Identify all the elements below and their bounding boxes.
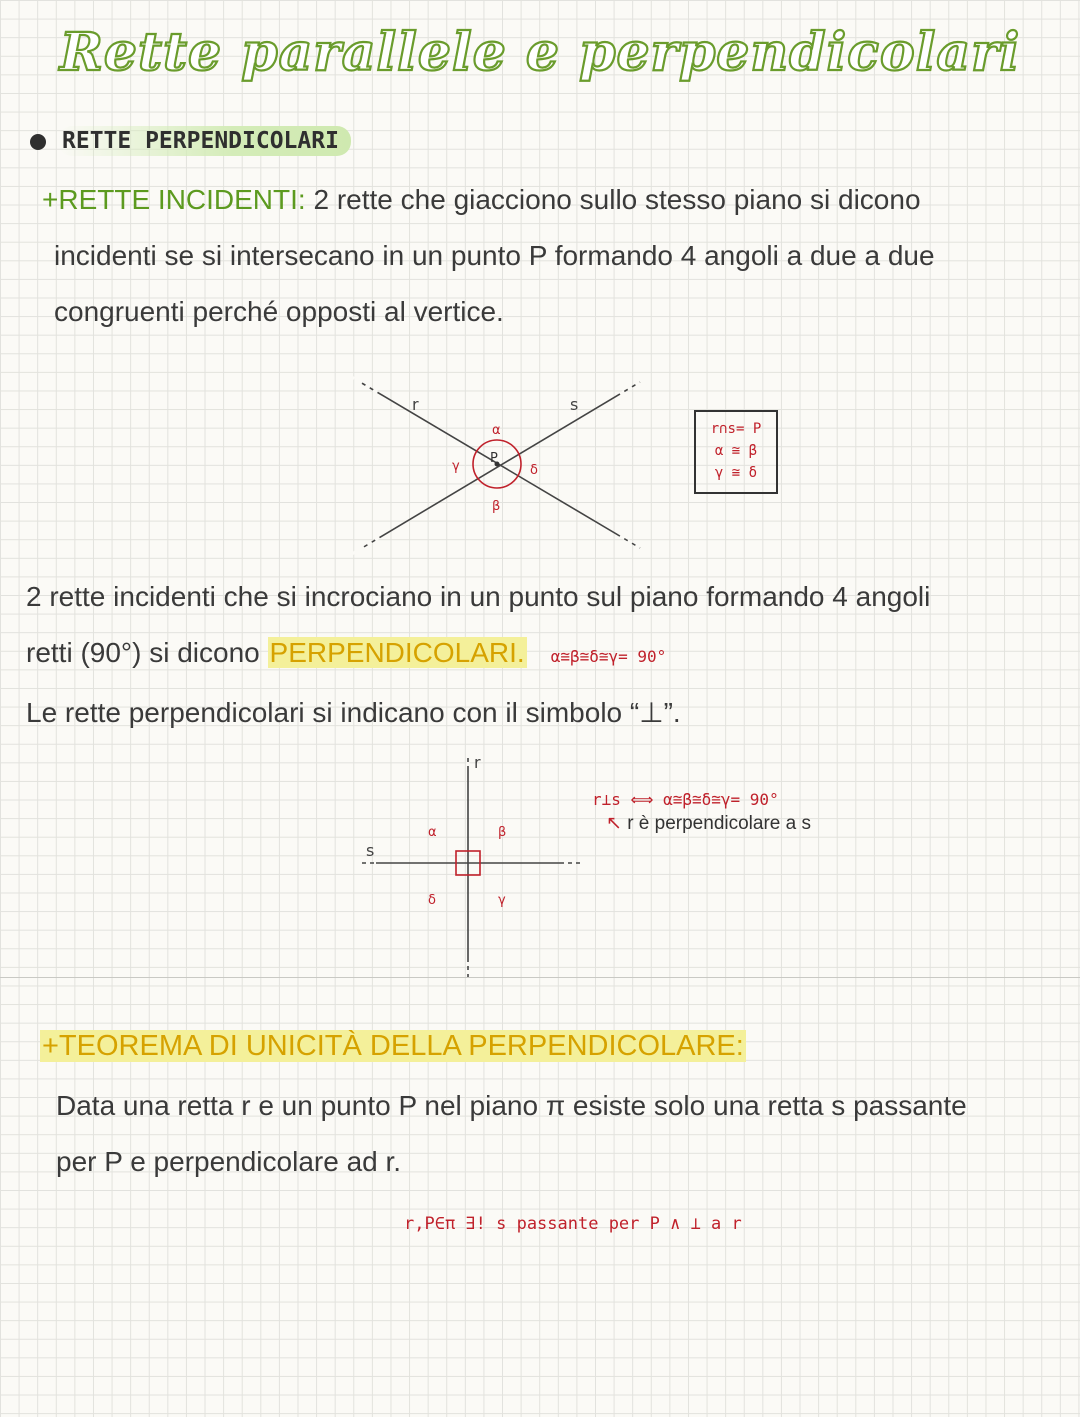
perp-label-alpha: α: [428, 825, 437, 840]
curved-arrow-icon: ↖: [606, 813, 622, 834]
label-p: P: [490, 451, 498, 466]
perp-label-beta: β: [498, 825, 507, 840]
teorema-line-2: per P e perpendicolare ad r.: [56, 1146, 402, 1177]
page-title: Rette parallele e perpendicolari: [59, 22, 1021, 83]
label-gamma: γ: [452, 459, 460, 474]
perp-line-1: 2 rette incidenti che si incrociano in un punto sul piano formando 4 angoli: [26, 581, 931, 612]
teorema-heading-wrap: [40, 1030, 746, 1063]
teorema-paragraph: [56, 1078, 967, 1190]
box-line-2: α ≅ β: [714, 443, 758, 459]
incidenti-label: +RETTE INCIDENTI:: [42, 184, 306, 215]
perp-label-gamma: γ: [498, 893, 506, 908]
perp-note-text: r è perpendicolare a s: [627, 813, 811, 834]
perp-highlight: PERPENDICOLARI.: [269, 637, 525, 668]
section-heading: RETTE PERPENDICOLARI: [58, 126, 351, 156]
incidenti-line-1: [42, 172, 935, 228]
perp-label-delta: δ: [428, 893, 436, 908]
label-beta: β: [492, 499, 501, 514]
bullet-dot: [30, 134, 46, 150]
perpendicolari-paragraph: [26, 569, 930, 741]
perp-note: [606, 812, 811, 835]
incident-lines-diagram: [340, 370, 660, 560]
perp-line-2: [26, 625, 930, 685]
label-r: r: [412, 395, 419, 414]
incidenti-line-3: congruenti perché opposti al vertice.: [54, 296, 504, 327]
perp-line-2-text: retti (90°) si dicono: [26, 637, 268, 668]
perp-equivalence: r⊥s ⟺ α≅β≅δ≅γ= 90°: [592, 790, 779, 809]
box-line-1: r∩s= P: [710, 421, 762, 437]
perp-formula: α≅β≅δ≅γ= 90°: [550, 647, 667, 666]
incidenti-line-1-text: 2 rette che giacciono sullo stesso piano si dicono: [305, 184, 921, 215]
label-alpha: α: [492, 423, 501, 438]
teorema-heading: +TEOREMA DI UNICITÀ DELLA PERPENDICOLARE:: [42, 1030, 744, 1062]
relations-box: [694, 410, 778, 494]
perp-label-r: r: [474, 753, 481, 772]
incidenti-line-2: incidenti se si intersecano in un punto P formando 4 angoli a due a due: [54, 240, 935, 271]
perpendicular-diagram: [352, 750, 592, 982]
section-divider: [0, 977, 1080, 978]
teorema-formula: r,P∈π ∃! s passante per P ∧ ⊥ a r: [404, 1214, 742, 1234]
perp-label-s: s: [366, 841, 375, 860]
perp-line-3: Le rette perpendicolari si indicano con il simbolo “⊥”.: [26, 697, 681, 728]
box-line-3: γ ≅ δ: [714, 465, 758, 481]
label-delta: δ: [530, 463, 538, 478]
incidenti-paragraph: [42, 172, 935, 340]
label-s: s: [570, 395, 579, 414]
teorema-line-1: Data una retta r e un punto P nel piano π esiste solo una retta s passante: [56, 1090, 967, 1121]
